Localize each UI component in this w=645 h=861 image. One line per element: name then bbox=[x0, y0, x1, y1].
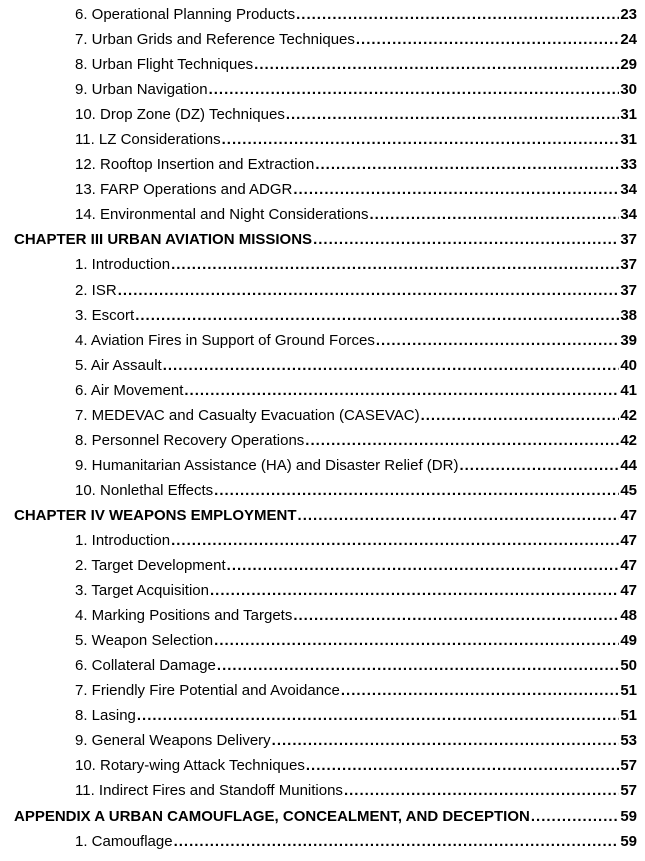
entry-page-number: 42 bbox=[620, 406, 637, 424]
entry-title: 2. ISR bbox=[75, 281, 117, 299]
entry-page-number: 50 bbox=[620, 657, 637, 675]
entry-title: 14. Environmental and Night Considerations bbox=[75, 206, 369, 224]
dot-leader bbox=[296, 6, 619, 23]
dot-leader bbox=[137, 707, 619, 724]
dot-leader bbox=[459, 457, 619, 474]
entry-page-number: 51 bbox=[620, 707, 637, 725]
toc-section-entry[interactable] bbox=[0, 678, 645, 703]
entry-page-number: 57 bbox=[620, 757, 637, 775]
entry-page-number: 41 bbox=[620, 381, 637, 399]
entry-page-number: 59 bbox=[620, 832, 637, 850]
entry-title: CHAPTER IV WEAPONS EMPLOYMENT bbox=[14, 506, 297, 524]
toc-section-entry[interactable] bbox=[0, 728, 645, 753]
entry-title: 1. Introduction bbox=[75, 256, 171, 274]
toc-section-entry[interactable] bbox=[0, 353, 645, 378]
entry-title: 4. Aviation Fires in Support of Ground Forces bbox=[75, 331, 375, 349]
dot-leader bbox=[272, 732, 620, 749]
entry-page-number: 47 bbox=[620, 506, 637, 524]
entry-title: 5. Weapon Selection bbox=[75, 632, 214, 650]
entry-page-number: 47 bbox=[620, 582, 637, 600]
entry-page-number: 40 bbox=[620, 356, 637, 374]
toc-section-entry[interactable] bbox=[0, 303, 645, 328]
entry-title: 10. Rotary-wing Attack Techniques bbox=[75, 757, 305, 775]
dot-leader bbox=[227, 557, 620, 574]
entry-title: 1. Camouflage bbox=[75, 832, 173, 850]
entry-page-number: 31 bbox=[620, 131, 637, 149]
dot-leader bbox=[315, 156, 619, 173]
entry-title: 4. Marking Positions and Targets bbox=[75, 607, 293, 625]
entry-title: 7. Friendly Fire Potential and Avoidance bbox=[75, 682, 340, 700]
entry-page-number: 59 bbox=[620, 807, 637, 825]
entry-title: 8. Personnel Recovery Operations bbox=[75, 431, 305, 449]
dot-leader bbox=[341, 682, 619, 699]
toc-section-entry[interactable] bbox=[0, 252, 645, 277]
entry-page-number: 24 bbox=[620, 31, 637, 49]
entry-title: 2. Target Development bbox=[75, 557, 226, 575]
dot-leader bbox=[313, 231, 619, 248]
dot-leader bbox=[210, 582, 619, 599]
toc-section-entry[interactable] bbox=[0, 177, 645, 202]
toc-section-entry[interactable] bbox=[0, 478, 645, 503]
toc-section-entry[interactable] bbox=[0, 378, 645, 403]
entry-title: 8. Urban Flight Techniques bbox=[75, 56, 254, 74]
dot-leader bbox=[370, 206, 620, 223]
toc-section-entry[interactable] bbox=[0, 127, 645, 152]
toc-section-entry[interactable] bbox=[0, 202, 645, 227]
entry-title: 6. Air Movement bbox=[75, 381, 184, 399]
toc-section-entry[interactable] bbox=[0, 778, 645, 803]
entry-page-number: 34 bbox=[620, 181, 637, 199]
dot-leader bbox=[286, 106, 619, 123]
dot-leader bbox=[217, 657, 619, 674]
entry-title: 3. Escort bbox=[75, 306, 135, 324]
dot-leader bbox=[163, 357, 620, 374]
dot-leader bbox=[356, 31, 619, 48]
entry-title: 7. MEDEVAC and Casualty Evacuation (CASEVAC) bbox=[75, 406, 420, 424]
dot-leader bbox=[222, 131, 620, 148]
dot-leader bbox=[531, 808, 619, 825]
dot-leader bbox=[171, 256, 619, 273]
entry-title: 13. FARP Operations and ADGR bbox=[75, 181, 293, 199]
dot-leader bbox=[293, 607, 619, 624]
toc-section-entry[interactable] bbox=[0, 102, 645, 127]
entry-page-number: 42 bbox=[620, 431, 637, 449]
entry-page-number: 31 bbox=[620, 106, 637, 124]
dot-leader bbox=[344, 782, 619, 799]
entry-title: 3. Target Acquisition bbox=[75, 582, 209, 600]
dot-leader bbox=[174, 833, 620, 850]
entry-page-number: 23 bbox=[620, 6, 637, 24]
toc-section-entry[interactable] bbox=[0, 528, 645, 553]
entry-page-number: 44 bbox=[620, 456, 637, 474]
entry-title: 12. Rooftop Insertion and Extraction bbox=[75, 156, 315, 174]
entry-title: 7. Urban Grids and Reference Techniques bbox=[75, 31, 355, 49]
toc-section-entry[interactable] bbox=[0, 278, 645, 303]
dot-leader bbox=[306, 757, 619, 774]
dot-leader bbox=[214, 632, 619, 649]
toc-section-entry[interactable] bbox=[0, 753, 645, 778]
dot-leader bbox=[254, 56, 619, 73]
entry-page-number: 33 bbox=[620, 156, 637, 174]
toc-chapter-entry[interactable] bbox=[0, 227, 645, 252]
toc-section-entry[interactable] bbox=[0, 152, 645, 177]
dot-leader bbox=[293, 181, 619, 198]
toc-chapter-entry[interactable] bbox=[0, 503, 645, 528]
toc-section-entry[interactable] bbox=[0, 603, 645, 628]
entry-title: 11. LZ Considerations bbox=[75, 131, 221, 149]
toc-section-entry[interactable] bbox=[0, 27, 645, 52]
entry-title: 1. Introduction bbox=[75, 532, 171, 549]
entry-title: 5. Air Assault bbox=[75, 356, 162, 374]
table-of-contents bbox=[0, 2, 645, 854]
entry-title: CHAPTER III URBAN AVIATION MISSIONS bbox=[14, 231, 313, 249]
entry-page-number: 30 bbox=[620, 81, 637, 99]
entry-title: 10. Nonlethal Effects bbox=[75, 481, 214, 499]
dot-leader bbox=[209, 81, 620, 98]
entry-page-number: 37 bbox=[620, 281, 637, 299]
entry-page-number: 45 bbox=[620, 481, 637, 499]
entry-page-number: 47 bbox=[620, 557, 637, 575]
entry-page-number: 53 bbox=[620, 732, 637, 750]
toc-section-entry[interactable] bbox=[0, 578, 645, 603]
entry-title: 10. Drop Zone (DZ) Techniques bbox=[75, 106, 285, 124]
toc-section-entry[interactable] bbox=[0, 553, 645, 578]
dot-leader bbox=[214, 482, 619, 499]
entry-page-number: 38 bbox=[620, 306, 637, 324]
dot-leader bbox=[171, 532, 619, 549]
dot-leader bbox=[135, 307, 619, 324]
entry-title: APPENDIX A URBAN CAMOUFLAGE, CONCEALMENT, AND DECEPTION bbox=[14, 807, 530, 825]
entry-page-number: 51 bbox=[620, 682, 637, 700]
entry-page-number: 29 bbox=[620, 56, 637, 74]
toc-section-entry[interactable] bbox=[0, 2, 645, 27]
toc-section-entry[interactable] bbox=[0, 52, 645, 77]
entry-title: 8. Lasing bbox=[75, 707, 136, 725]
toc-section-entry[interactable] bbox=[0, 628, 645, 653]
entry-title: 6. Operational Planning Products bbox=[75, 6, 296, 24]
entry-page-number: 34 bbox=[620, 206, 637, 224]
dot-leader bbox=[298, 507, 620, 524]
toc-section-entry[interactable] bbox=[0, 703, 645, 728]
toc-section-entry[interactable] bbox=[0, 428, 645, 453]
toc-section-entry[interactable] bbox=[0, 328, 645, 353]
dot-leader bbox=[376, 332, 619, 349]
dot-leader bbox=[305, 432, 619, 449]
dot-leader bbox=[184, 382, 619, 399]
entry-title: 9. General Weapons Delivery bbox=[75, 732, 271, 750]
entry-page-number: 47 bbox=[620, 532, 637, 549]
toc-section-entry[interactable] bbox=[0, 77, 645, 102]
entry-page-number: 57 bbox=[620, 782, 637, 800]
toc-section-entry[interactable] bbox=[0, 653, 645, 678]
entry-page-number: 39 bbox=[620, 331, 637, 349]
entry-title: 9. Urban Navigation bbox=[75, 81, 208, 99]
toc-section-entry[interactable] bbox=[0, 403, 645, 428]
entry-page-number: 37 bbox=[620, 256, 637, 274]
entry-title: 6. Collateral Damage bbox=[75, 657, 216, 675]
entry-page-number: 48 bbox=[620, 607, 637, 625]
entry-title: 11. Indirect Fires and Standoff Munitions bbox=[75, 782, 343, 800]
entry-page-number: 37 bbox=[620, 231, 637, 249]
dot-leader bbox=[421, 407, 620, 424]
entry-title: 9. Humanitarian Assistance (HA) and Disaster Relief (DR) bbox=[75, 456, 459, 474]
entry-page-number: 49 bbox=[620, 632, 637, 650]
dot-leader bbox=[118, 282, 620, 299]
toc-section-entry[interactable] bbox=[0, 829, 645, 854]
toc-section-entry[interactable] bbox=[0, 453, 645, 478]
toc-chapter-entry[interactable] bbox=[0, 804, 645, 829]
